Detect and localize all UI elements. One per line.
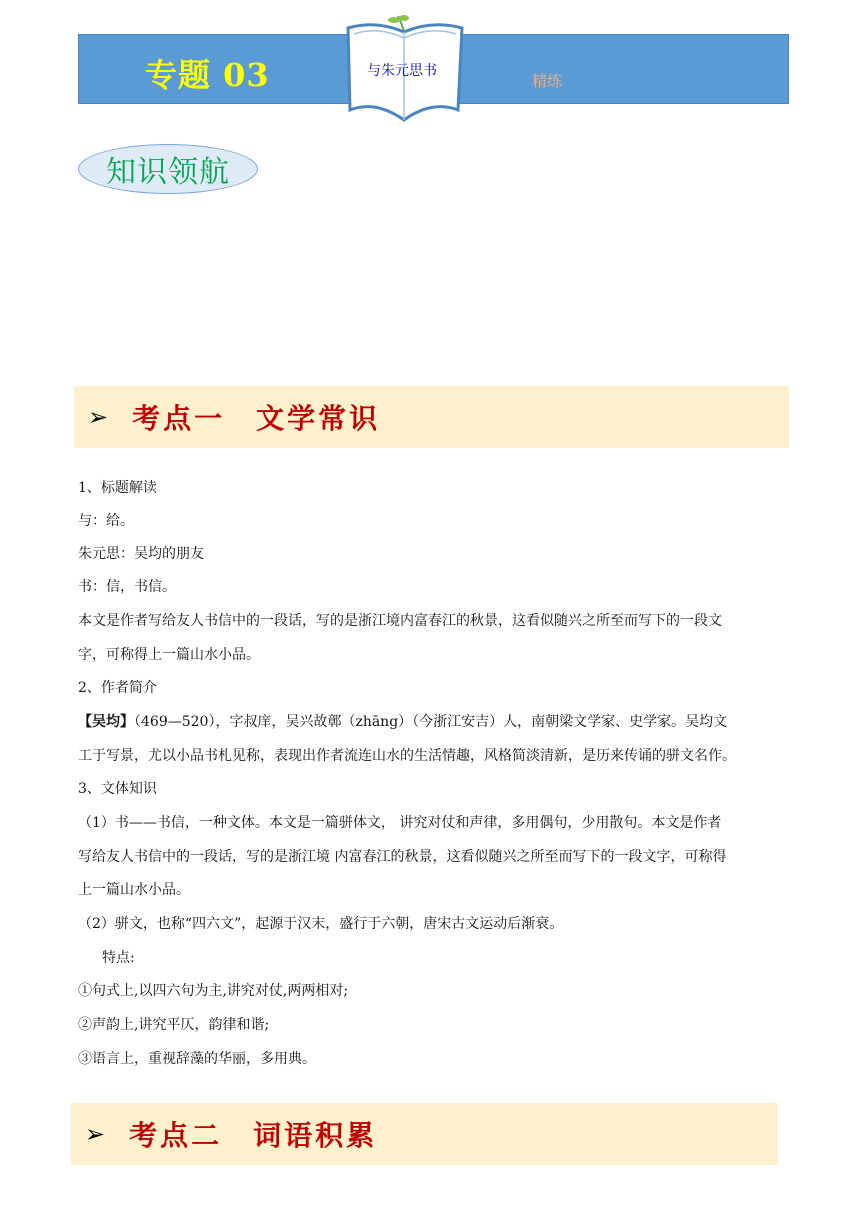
text-line: 与：给。 (78, 513, 134, 529)
section-title: 考点二 词语积累 (129, 1119, 378, 1152)
text-line: 书：信，书信。 (78, 579, 176, 595)
text-line: 朱元思：吴均的朋友 (78, 546, 204, 562)
text-line: 上一篇山水小品。 (78, 882, 190, 898)
text-line: 写给友人书信中的一段话，写的是浙江境 内富春江的秋景，这看似随兴之所至而写下的一段文字，可称得 (78, 849, 727, 865)
arrow-icon: ➢ (85, 1120, 106, 1148)
text-line: 3、文体知识 (78, 781, 157, 797)
knowledge-badge (78, 144, 258, 194)
section-header (71, 1103, 778, 1165)
text-line: （1）书——书信，一种文体。本文是一篇骈体文， 讲究对仗和声律，多用偶句，少用散句。本文是作者 (78, 815, 722, 831)
arrow-icon: ➢ (88, 403, 109, 431)
text-line: ③语言上，重视辞藻的华丽，多用典。 (78, 1051, 316, 1067)
section-header (74, 386, 789, 448)
text-line: ①句式上,以四六句为主,讲究对仗,两两相对; (78, 983, 349, 999)
author-name: 【吴均】 (78, 714, 134, 730)
text-line: 特点: (102, 950, 135, 966)
text-line: 工于写景，尤以小品书札见称，表现出作者流连山水的生活情趣，风格简淡清新，是历来传诵的骈文名作。 (78, 748, 736, 764)
text-line: 2、作者简介 (78, 680, 157, 696)
text-line: 1、标题解读 (78, 480, 157, 496)
badge-label: 知识领航 (106, 155, 230, 190)
author-intro: （469—520），字叔庠，吴兴故鄣（zhāng）（今浙江安吉）人，南朝梁文学家、史学家。吴均文 (134, 714, 728, 730)
section-title: 考点一 文学常识 (132, 402, 381, 435)
text-line: 本文是作者写给友人书信中的一段话，写的是浙江境内富春江的秋景，这看似随兴之所至而写下的一段文 (78, 613, 722, 629)
text-line: 字，可称得上一篇山水小品。 (78, 647, 260, 663)
text-line (78, 712, 727, 732)
topic-title: 专题 03 (145, 56, 270, 94)
book-title: 与朱元思书 (367, 63, 437, 79)
text-line: ②声韵上,讲究平仄，韵律和谐; (78, 1017, 270, 1033)
practice-label: 精练 (532, 72, 563, 90)
text-line: （2）骈文，也称“四六文”，起源于汉末，盛行于六朝，唐宋古文运动后渐衰。 (78, 916, 564, 932)
